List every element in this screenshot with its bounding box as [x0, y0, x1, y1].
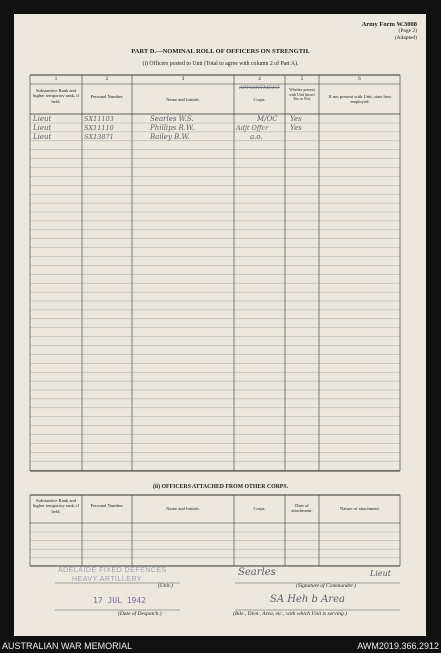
header-number: Personal Number. [90, 94, 124, 99]
header2-date: Date of attachment. [291, 503, 313, 514]
commander-signature: Searles [238, 567, 276, 578]
row1-name: Searles W.S. [150, 115, 194, 123]
footer-accession: AWM2019.366.2912 [357, 641, 439, 651]
section2-title: (ii) OFFICERS ATTACHED FROM OTHER CORPS. [152, 484, 289, 490]
row1-rank: Lieut [33, 115, 52, 123]
part-title: PART D.—NOMINAL ROLL OF OFFICERS ON STRENGTH. [131, 48, 310, 55]
unit-stamp-line2: HEAVY ARTILLERY [72, 576, 143, 583]
col-num-1: 1 [54, 77, 58, 82]
col-num-3: 3 [181, 77, 185, 82]
section1-title: (i) Officers posted to Unit (Total to agree with column 2 of Part A). [142, 61, 299, 67]
row3-rank: Lieut [33, 133, 52, 141]
header-whether-present: Whether present with Unit (insert Yes or No). [289, 88, 315, 102]
col-num-4: 4 [258, 77, 261, 82]
area-caption: (Bde., Divn., Area, etc., with which Unit is serving.) [233, 611, 347, 617]
header2-number: Personal Number. [90, 503, 124, 508]
header2-corps: Corps. [253, 506, 266, 511]
col-num-2: 2 [105, 77, 109, 82]
row2-rank: Lieut [33, 124, 52, 132]
form-identifier: Army Form W.3008 (Page 2) (Adapted) [361, 21, 417, 41]
row2-present: Yes [290, 124, 302, 132]
unit-caption: (Unit.) [158, 583, 173, 589]
row2-number: SX11110 [84, 124, 114, 132]
despatch-date-stamp: 17 JUL 1942 [93, 596, 146, 605]
header2-name: Name and Initials. [166, 506, 200, 511]
row1-present: Yes [290, 115, 302, 123]
row2-name: Phillips R.W. [150, 124, 195, 132]
signature-caption: (Signature of Commander.) [296, 583, 356, 589]
unit-stamp-line1: ADELAIDE FIXED DEFENCES [58, 567, 167, 574]
col-num-5: 5 [300, 77, 304, 82]
header2-rank: Substantive Rank and higher temporary rank, if held. [32, 498, 80, 514]
header-corps-struck: APPOINTMENT [239, 85, 280, 91]
header-rank: Substantive Rank and higher temporary rank, if held. [32, 88, 80, 104]
row3-name: Bailey B.W. [150, 133, 190, 141]
header-if-not-present: If not present with Unit, state how employed. [328, 94, 392, 105]
col-num-6: 6 [358, 77, 361, 82]
footer-institution: AUSTRALIAN WAR MEMORIAL [2, 641, 133, 651]
row2-corps: Adjt Offcr [236, 124, 269, 132]
area-handwritten: SA Heh b Area [270, 594, 345, 605]
header2-nature: Nature of attachment. [340, 506, 380, 511]
signature-rank: Lieut [370, 569, 391, 578]
row3-corps: a.o. [250, 133, 263, 141]
despatch-caption: (Date of Despatch.) [118, 611, 162, 617]
row1-number: SX11103 [84, 115, 114, 123]
header-corps: Corps. [253, 97, 266, 102]
row1-corps: M/OC [257, 115, 278, 123]
header-name: Name and Initials. [166, 97, 200, 102]
row3-number: SX13871 [84, 133, 114, 141]
